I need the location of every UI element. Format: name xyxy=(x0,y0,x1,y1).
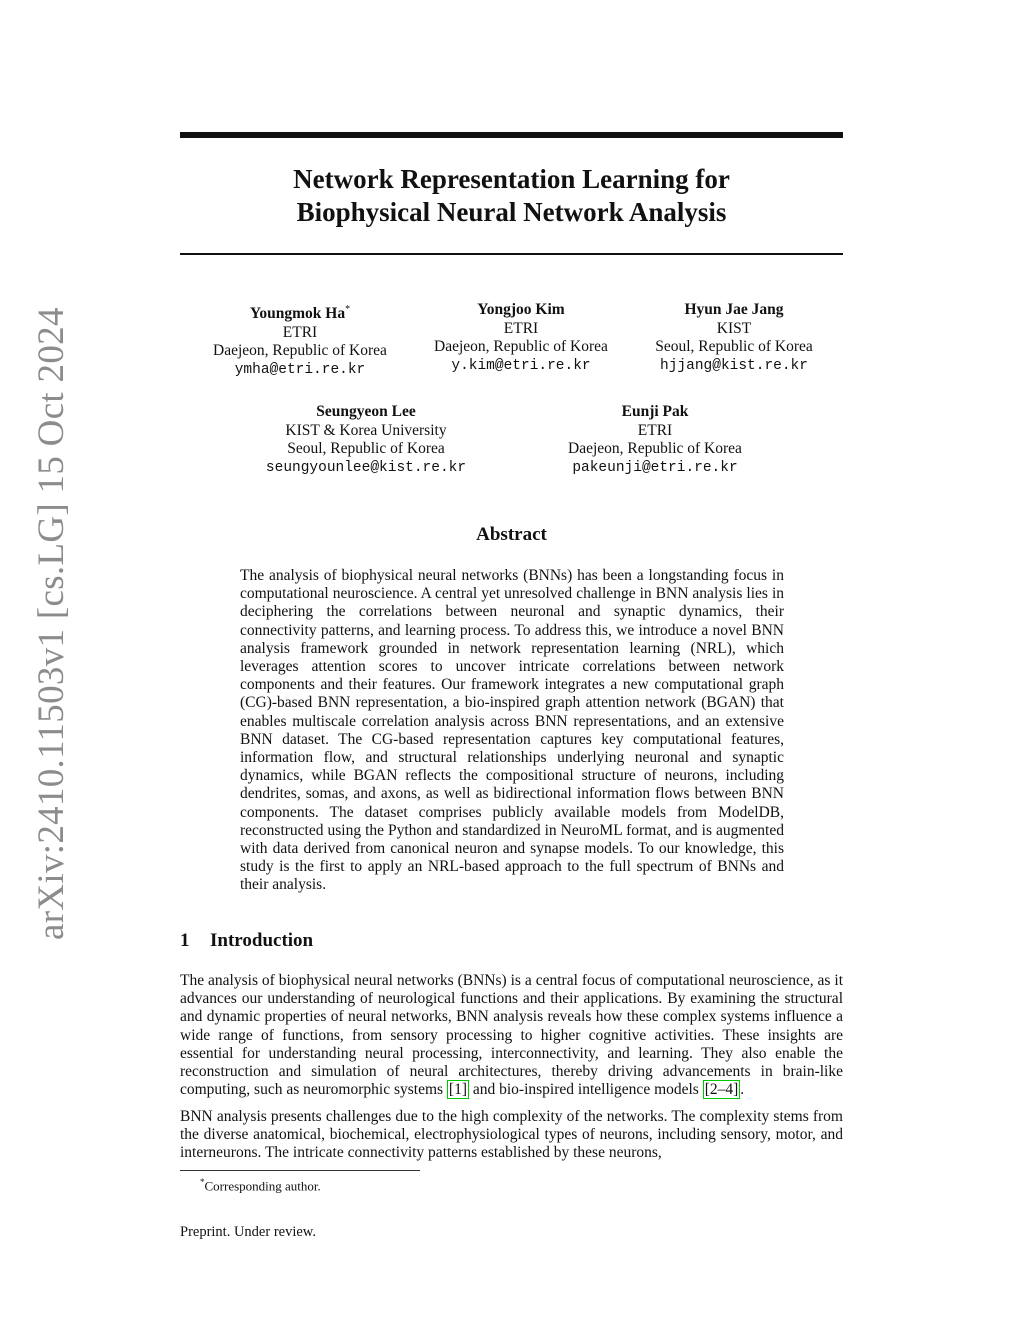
author-email[interactable]: y.kim@etri.re.kr xyxy=(451,357,591,374)
author-email[interactable]: seungyounlee@kist.re.kr xyxy=(265,459,467,476)
author-affiliation: ETRI xyxy=(282,323,318,341)
author-name: Eunji Pak xyxy=(621,403,689,420)
author-affiliation: KIST & Korea University xyxy=(285,421,447,439)
intro-paragraph-1 xyxy=(180,972,843,1099)
author-mark: * xyxy=(345,304,351,315)
author-location: Seoul, Republic of Korea xyxy=(655,338,813,355)
author-5 xyxy=(550,403,760,477)
author-name: Youngmok Ha xyxy=(249,305,346,323)
intro-p1-text-a: The analysis of biophysical neural networks (BNNs) is a central focus of computational neuroscience, as it advances our understanding of neurological functions and their applications. By examining the structural and dynamic properties of neural networks, BNN analysis reveals how these complex systems influence a wide range of functions, from sensory processing to higher cognitive activities. These insights are essential for understanding neural processing, interconnectivity, and learning. They also enable the reconstruction and simulation of neural architectures, thereby driving advancements in brain-like computing, such as neuromorphic systems xyxy=(180,972,843,1099)
footnote-mark: * xyxy=(200,1177,205,1187)
author-affiliation: KIST xyxy=(716,319,752,337)
citation-link-2-4[interactable]: [2–4] xyxy=(704,1081,739,1099)
title-line-1: Network Representation Learning for xyxy=(293,164,730,194)
author-email[interactable]: pakeunji@etri.re.kr xyxy=(572,459,738,476)
footnote xyxy=(200,1177,321,1194)
author-location: Daejeon, Republic of Korea xyxy=(213,342,387,360)
author-affiliation: ETRI xyxy=(503,319,539,337)
citation-link-1[interactable]: [1] xyxy=(448,1081,467,1099)
title-top-rule xyxy=(180,132,843,138)
intro-paragraph-2: BNN analysis presents challenges due to the high complexity of the networks. The complexity stems from the diverse anatomical, biochemical, electrophysiological types of neurons, including sensory, motor, and interneurons. The intricate connectivity patterns established by these neurons, xyxy=(180,1108,843,1162)
section-number: 1 xyxy=(180,930,190,951)
section-heading xyxy=(180,930,313,952)
author-email[interactable]: ymha@etri.re.kr xyxy=(234,361,366,378)
author-location: Seoul, Republic of Korea xyxy=(287,440,445,457)
author-name: Yongjoo Kim xyxy=(477,301,565,318)
author-affiliation: ETRI xyxy=(637,421,673,439)
author-4 xyxy=(256,403,476,477)
author-location: Daejeon, Republic of Korea xyxy=(568,440,742,457)
intro-p1-text-b: and bio-inspired intelligence models xyxy=(468,1081,703,1099)
footnote-text: Corresponding author. xyxy=(204,1178,321,1194)
abstract-body: The analysis of biophysical neural networks (BNNs) has been a longstanding focus in computational neuroscience. A central yet unresolved challenge in BNN analysis lies in deciphering the correlations between neuronal and synaptic dynamics, their connectivity patterns, and learning process. To address this, we introduce a novel BNN analysis framework grounded in network representation learning (NRL), which leverages attention scores to uncover intricate correlations between network components and their features. Our framework integrates a new computational graph (CG)-based BNN representation, a bio-inspired graph attention network (BGAN) that enables multiscale correlation analysis across BNN representations, and an extensive BNN dataset. The CG-based representation captures key computational features, information flow, and structural relationships underlying neuronal and synaptic dynamics, while BGAN reflects the compositional structure of neurons, including dendrites, somas, and axons, as well as bidirectional information flows between BNN components. The dataset comprises publicly available models from ModelDB, reconstructed using the Python and standardized in NeuroML format, and is augmented with data derived from canonical neuron and synapse models. To our knowledge, this study is the first to apply an NRL-based approach to the full spectrum of BNNs and their analysis. xyxy=(240,567,784,894)
author-name: Seungyeon Lee xyxy=(316,403,416,420)
abstract-heading: Abstract xyxy=(476,524,547,545)
author-3 xyxy=(634,301,834,375)
author-1 xyxy=(195,301,405,379)
author-location: Daejeon, Republic of Korea xyxy=(434,338,608,355)
title-bottom-rule xyxy=(180,253,843,255)
title-line-2: Biophysical Neural Network Analysis xyxy=(296,197,727,227)
intro-p1-text-c: . xyxy=(740,1081,745,1099)
paper-title xyxy=(180,163,843,229)
footnote-rule xyxy=(180,1170,420,1171)
author-2 xyxy=(416,301,626,375)
arxiv-identifier: arXiv:2410.11503v1 [cs.LG] 15 Oct 2024 xyxy=(31,307,72,940)
author-name: Hyun Jae Jang xyxy=(684,301,784,318)
author-email[interactable]: hjjang@kist.re.kr xyxy=(660,357,808,374)
preprint-notice: Preprint. Under review. xyxy=(180,1224,316,1240)
section-title: Introduction xyxy=(210,930,314,951)
